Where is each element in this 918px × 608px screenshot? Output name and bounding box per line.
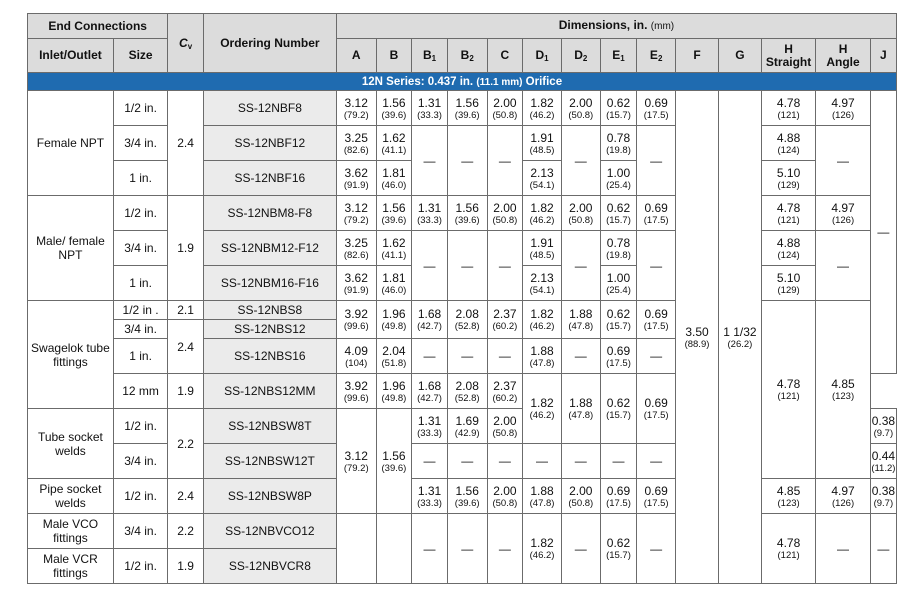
- a-cell: 3.12 (79.2): [336, 409, 376, 514]
- d1-cell: —: [523, 444, 562, 479]
- dimensions-table: [27, 13, 897, 584]
- e2-cell: 0.69 (17.5): [637, 301, 676, 339]
- ordering-number-cell: SS-12NBM12-F12: [203, 231, 336, 266]
- b2-cell: —: [447, 444, 487, 479]
- c-cell: —: [487, 444, 523, 479]
- b2-cell: 1.56 (39.6): [447, 479, 487, 514]
- cv-cell: 2.2: [168, 409, 204, 479]
- header-col-a: A: [336, 39, 376, 73]
- h-straight-cell: 5.10 (129): [761, 266, 815, 301]
- group-pipe-socket-welds: Pipe socket welds: [28, 479, 114, 514]
- b-cell: 1.56 (39.6): [376, 196, 412, 231]
- b1-cell: —: [412, 231, 448, 301]
- b1-cell: 1.31 (33.3): [412, 479, 448, 514]
- b1-cell: 1.31 (33.3): [412, 409, 448, 444]
- b-cell: 1.81 (46.0): [376, 161, 412, 196]
- a-cell: 4.09 (104): [336, 339, 376, 374]
- d1-cell: 2.13 (54.1): [523, 266, 562, 301]
- e2-cell: —: [637, 126, 676, 196]
- b2-cell: —: [447, 231, 487, 301]
- b1-cell: —: [412, 444, 448, 479]
- h-angle-cell: —: [816, 514, 870, 584]
- h-angle-cell: —: [816, 126, 870, 196]
- cv-cell: 2.1: [168, 301, 204, 320]
- b1-cell: 1.31 (33.3): [412, 196, 448, 231]
- c-cell: 2.00 (50.8): [487, 409, 523, 444]
- e2-cell: —: [637, 514, 676, 584]
- e2-cell: 0.69 (17.5): [637, 91, 676, 126]
- b2-cell: 2.08 (52.8): [447, 374, 487, 409]
- table-row: [28, 514, 897, 549]
- d1-cell: 1.82 (46.2): [523, 91, 562, 126]
- b-cell: 1.81 (46.0): [376, 266, 412, 301]
- d1-cell: 1.82 (46.2): [523, 374, 562, 444]
- ordering-number-cell: SS-12NBM8-F8: [203, 196, 336, 231]
- size-cell: 1/2 in.: [113, 196, 167, 231]
- ordering-number-cell: SS-12NBF16: [203, 161, 336, 196]
- h-straight-cell: 4.78 (121): [761, 91, 815, 126]
- d1-cell: 1.82 (46.2): [523, 514, 562, 584]
- header-col-e2: $E_2$: [637, 39, 676, 73]
- b2-cell: —: [447, 126, 487, 196]
- c-cell: 2.00 (50.8): [487, 91, 523, 126]
- b2-cell: 1.69 (42.9): [447, 409, 487, 444]
- group-female-npt: Female NPT: [28, 91, 114, 196]
- ordering-number-cell: SS-12NBSW8T: [203, 409, 336, 444]
- e1-cell: 0.62 (15.7): [600, 196, 637, 231]
- header-col-h-straight: H Straight: [761, 39, 815, 73]
- table-row: [28, 126, 897, 161]
- size-cell: 3/4 in.: [113, 320, 167, 339]
- header-col-b: B: [376, 39, 412, 73]
- b-cell: 1.96 (49.8): [376, 374, 412, 409]
- e1-cell: 0.62 (15.7): [600, 91, 637, 126]
- table-row: [28, 479, 897, 514]
- a-cell: 3.12 (79.2): [336, 196, 376, 231]
- header-size: Size: [113, 39, 167, 73]
- b2-cell: 1.56 (39.6): [447, 91, 487, 126]
- header-col-g: G: [718, 39, 761, 73]
- e2-cell: —: [637, 339, 676, 374]
- size-cell: 1/2 in.: [113, 409, 167, 444]
- ordering-number-cell: SS-12NBF8: [203, 91, 336, 126]
- ordering-number-cell: SS-12NBS8: [203, 301, 336, 320]
- header-end-connections: End Connections: [28, 14, 168, 39]
- a-cell: 3.25 (82.6): [336, 126, 376, 161]
- size-cell: 1 in.: [113, 161, 167, 196]
- a-cell: 3.92 (99.6): [336, 301, 376, 339]
- ordering-number-cell: SS-12NBM16-F16: [203, 266, 336, 301]
- c-cell: 2.37 (60.2): [487, 301, 523, 339]
- table-row: [28, 231, 897, 266]
- h-angle-cell: 4.97 (126): [816, 479, 870, 514]
- ordering-number-cell: SS-12NBVCR8: [203, 549, 336, 584]
- group-male-female-npt: Male/ female NPT: [28, 196, 114, 301]
- header-col-d2: $D_2$: [561, 39, 600, 73]
- header-col-c: C: [487, 39, 523, 73]
- d1-cell: 1.91 (48.5): [523, 126, 562, 161]
- header-cv: $C_v$: [168, 14, 204, 73]
- e1-cell: 0.62 (15.7): [600, 374, 637, 444]
- b2-cell: 2.08 (52.8): [447, 301, 487, 339]
- header-col-d1: $D_1$: [523, 39, 562, 73]
- a-cell: 3.92 (99.6): [336, 374, 376, 409]
- size-cell: 3/4 in.: [113, 514, 167, 549]
- header-col-b2: $B_2$: [447, 39, 487, 73]
- b1-cell: 1.68 (42.7): [412, 374, 448, 409]
- a-cell: 3.12 (79.2): [336, 91, 376, 126]
- b-cell: 1.96 (49.8): [376, 301, 412, 339]
- e1-cell: 1.00 (25.4): [600, 266, 637, 301]
- d1-cell: 1.82 (46.2): [523, 301, 562, 339]
- header-col-e1: $E_1$: [600, 39, 637, 73]
- d2-cell: 2.00 (50.8): [561, 91, 600, 126]
- b1-cell: —: [412, 339, 448, 374]
- cv-cell: 2.4: [168, 320, 204, 374]
- h-angle-cell: 4.85 (123): [816, 301, 870, 479]
- cv-cell: 2.2: [168, 514, 204, 549]
- h-straight-cell: 4.85 (123): [761, 479, 815, 514]
- c-cell: —: [487, 231, 523, 301]
- e1-cell: —: [600, 444, 637, 479]
- h-straight-cell: 5.10 (129): [761, 161, 815, 196]
- c-cell: 2.00 (50.8): [487, 196, 523, 231]
- header-dimensions: Dimensions, in. (mm): [336, 14, 896, 39]
- b1-cell: 1.31 (33.3): [412, 91, 448, 126]
- j-cell: —: [870, 514, 896, 584]
- h-straight-cell: 4.88 (124): [761, 231, 815, 266]
- d1-cell: 1.88 (47.8): [523, 339, 562, 374]
- header-row-2: [28, 39, 897, 73]
- e2-cell: —: [637, 444, 676, 479]
- ordering-number-cell: SS-12NBS12: [203, 320, 336, 339]
- ordering-number-cell: SS-12NBF12: [203, 126, 336, 161]
- b-cell: 1.56 (39.6): [376, 409, 412, 514]
- c-cell: 2.37 (60.2): [487, 374, 523, 409]
- group-male-vcr-fittings: Male VCR fittings: [28, 549, 114, 584]
- table-row: [28, 301, 897, 320]
- c-cell: 2.00 (50.8): [487, 479, 523, 514]
- h-straight-cell: 4.78 (121): [761, 514, 815, 584]
- b2-cell: 1.56 (39.6): [447, 196, 487, 231]
- c-cell: —: [487, 339, 523, 374]
- j-cell: 0.38 (9.7): [870, 409, 896, 444]
- header-col-h-angle: H Angle: [816, 39, 870, 73]
- j-cell: 0.38 (9.7): [870, 479, 896, 514]
- a-cell: [336, 514, 376, 584]
- d1-cell: 1.82 (46.2): [523, 196, 562, 231]
- header-row-1: [28, 14, 897, 39]
- size-cell: 12 mm: [113, 374, 167, 409]
- d2-cell: 2.00 (50.8): [561, 196, 600, 231]
- d1-cell: 1.88 (47.8): [523, 479, 562, 514]
- d2-cell: —: [561, 339, 600, 374]
- cv-cell: 2.4: [168, 479, 204, 514]
- d1-cell: 2.13 (54.1): [523, 161, 562, 196]
- ordering-number-cell: SS-12NBSW8P: [203, 479, 336, 514]
- cv-cell: 1.9: [168, 196, 204, 301]
- header-ordering-number: Ordering Number: [203, 14, 336, 73]
- ordering-number-cell: SS-12NBS12MM: [203, 374, 336, 409]
- b2-cell: —: [447, 514, 487, 584]
- d2-cell: —: [561, 514, 600, 584]
- header-col-f: F: [676, 39, 719, 73]
- size-cell: 3/4 in.: [113, 231, 167, 266]
- e2-cell: 0.69 (17.5): [637, 374, 676, 444]
- d2-cell: —: [561, 444, 600, 479]
- e1-cell: 1.00 (25.4): [600, 161, 637, 196]
- table-row: [28, 196, 897, 231]
- size-cell: 3/4 in.: [113, 444, 167, 479]
- e1-cell: 0.69 (17.5): [600, 339, 637, 374]
- e1-cell: 0.62 (15.7): [600, 514, 637, 584]
- ordering-number-cell: SS-12NBS16: [203, 339, 336, 374]
- a-cell: 3.62 (91.9): [336, 266, 376, 301]
- ordering-number-cell: SS-12NBVCO12: [203, 514, 336, 549]
- size-cell: 3/4 in.: [113, 126, 167, 161]
- h-straight-cell: 4.78 (121): [761, 301, 815, 479]
- e1-cell: 0.62 (15.7): [600, 301, 637, 339]
- h-angle-cell: 4.97 (126): [816, 91, 870, 126]
- size-cell: 1/2 in .: [113, 301, 167, 320]
- size-cell: 1/2 in.: [113, 479, 167, 514]
- header-col-j: J: [870, 39, 896, 73]
- cv-cell: 1.9: [168, 374, 204, 409]
- size-cell: 1/2 in.: [113, 91, 167, 126]
- j-cell: 0.44 (11.2): [870, 444, 896, 479]
- b1-cell: —: [412, 126, 448, 196]
- g-cell: 1 1/32 (26.2): [718, 91, 761, 584]
- e1-cell: 0.69 (17.5): [600, 479, 637, 514]
- d2-cell: —: [561, 231, 600, 301]
- h-straight-cell: 4.78 (121): [761, 196, 815, 231]
- b-cell: 1.56 (39.6): [376, 91, 412, 126]
- c-cell: —: [487, 514, 523, 584]
- table-row: [28, 91, 897, 126]
- e2-cell: —: [637, 231, 676, 301]
- e1-cell: 0.78 (19.8): [600, 231, 637, 266]
- a-cell: 3.25 (82.6): [336, 231, 376, 266]
- e2-cell: 0.69 (17.5): [637, 196, 676, 231]
- series-banner-row: [28, 73, 897, 91]
- b-cell: 1.62 (41.1): [376, 231, 412, 266]
- series-banner: 12N Series: 0.437 in. (11.1 mm) Orifice: [28, 73, 897, 91]
- group-tube-socket-welds: Tube socket welds: [28, 409, 114, 479]
- d1-cell: 1.91 (48.5): [523, 231, 562, 266]
- e1-cell: 0.78 (19.8): [600, 126, 637, 161]
- a-cell: 3.62 (91.9): [336, 161, 376, 196]
- h-straight-cell: 4.88 (124): [761, 126, 815, 161]
- d2-cell: 2.00 (50.8): [561, 479, 600, 514]
- header-col-b1: $B_1$: [412, 39, 448, 73]
- c-cell: —: [487, 126, 523, 196]
- b1-cell: —: [412, 514, 448, 584]
- size-cell: 1 in.: [113, 266, 167, 301]
- j-cell: —: [870, 91, 896, 374]
- ordering-number-cell: SS-12NBSW12T: [203, 444, 336, 479]
- size-cell: 1/2 in.: [113, 549, 167, 584]
- h-angle-cell: 4.97 (126): [816, 196, 870, 231]
- h-angle-cell: —: [816, 231, 870, 301]
- f-cell: 3.50 (88.9): [676, 91, 719, 584]
- header-inlet-outlet: Inlet/Outlet: [28, 39, 114, 73]
- group-swagelok-tube-fittings: Swagelok tube fittings: [28, 301, 114, 409]
- cv-cell: 2.4: [168, 91, 204, 196]
- group-male-vco-fittings: Male VCO fittings: [28, 514, 114, 549]
- d2-cell: —: [561, 126, 600, 196]
- d2-cell: 1.88 (47.8): [561, 301, 600, 339]
- d2-cell: 1.88 (47.8): [561, 374, 600, 444]
- e2-cell: 0.69 (17.5): [637, 479, 676, 514]
- b-cell: [376, 514, 412, 584]
- b1-cell: 1.68 (42.7): [412, 301, 448, 339]
- b-cell: 1.62 (41.1): [376, 126, 412, 161]
- b-cell: 2.04 (51.8): [376, 339, 412, 374]
- b2-cell: —: [447, 339, 487, 374]
- cv-cell: 1.9: [168, 549, 204, 584]
- size-cell: 1 in.: [113, 339, 167, 374]
